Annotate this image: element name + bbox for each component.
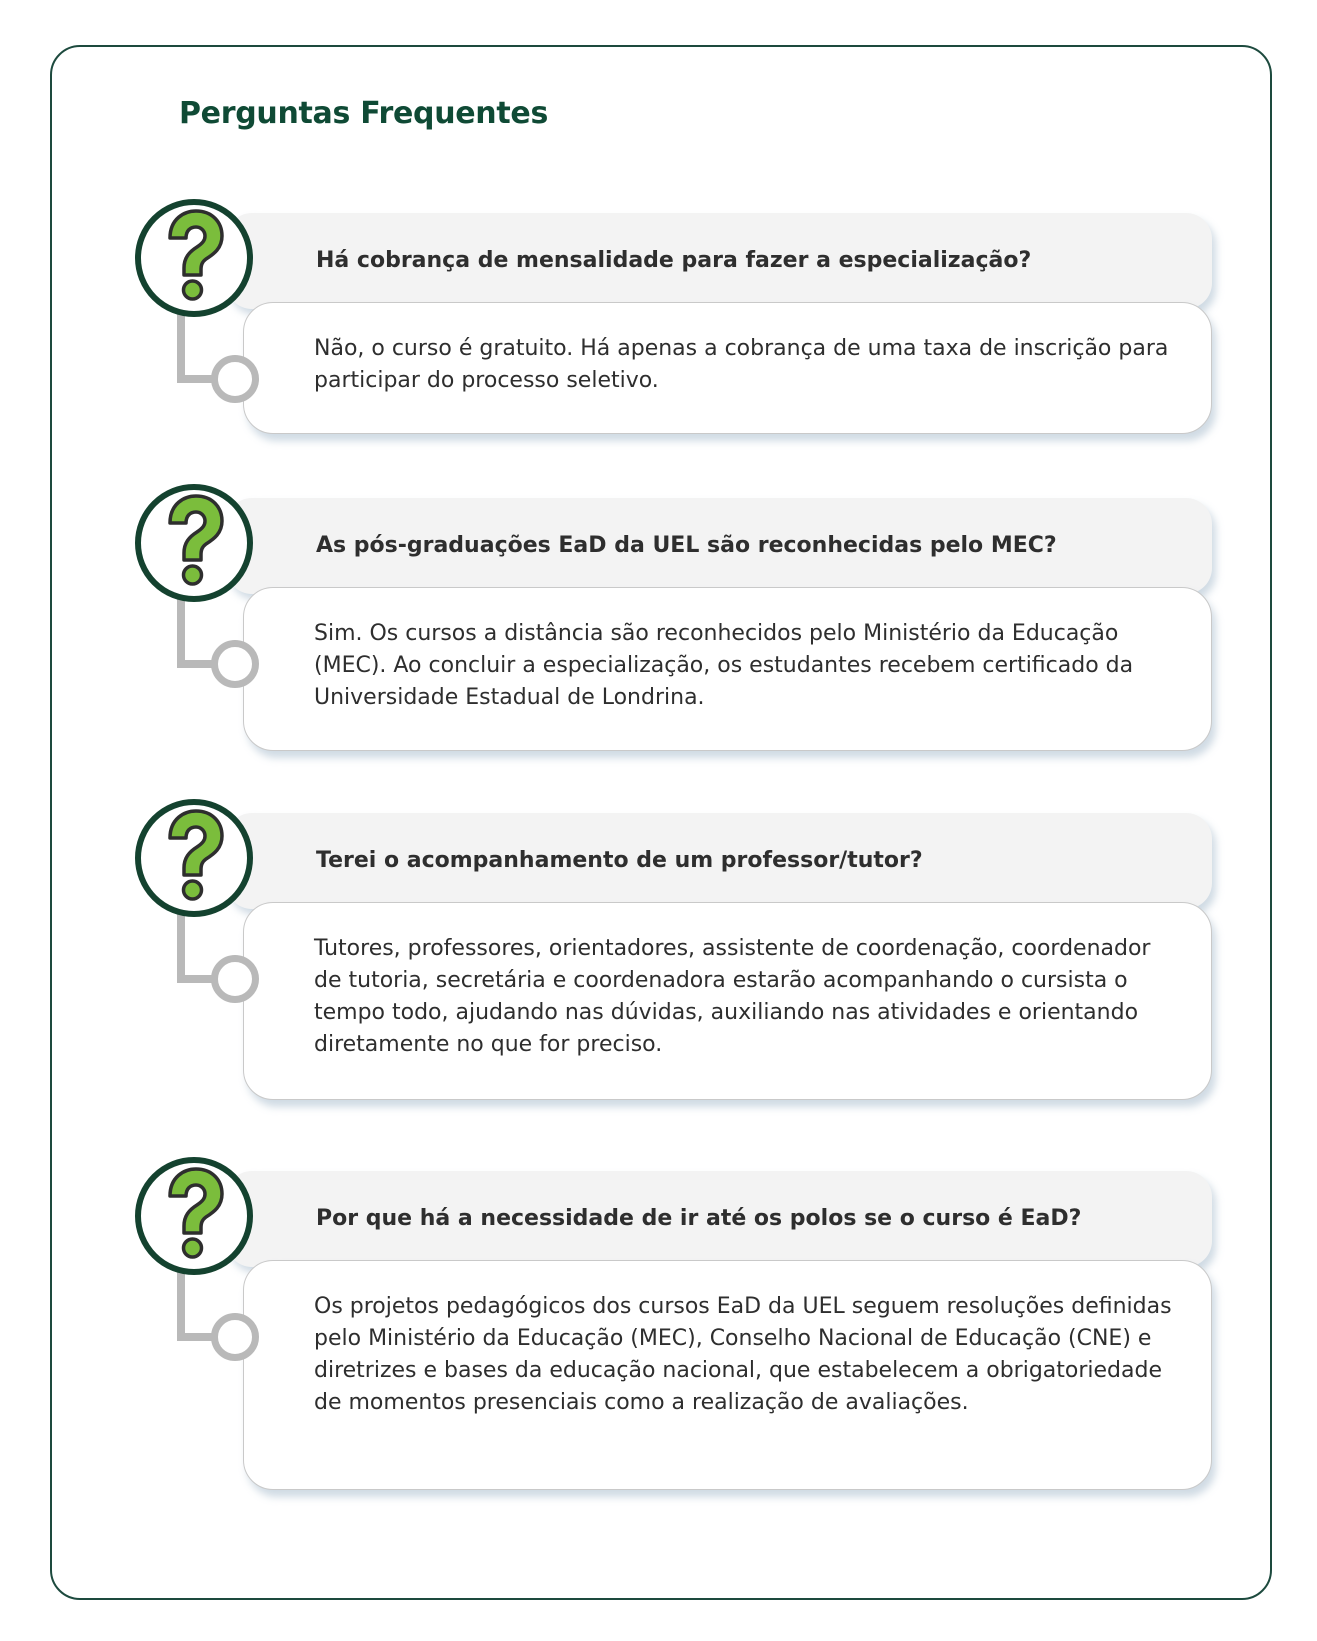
answer-card xyxy=(243,587,1212,751)
question-card[interactable] xyxy=(226,1171,1212,1267)
question-mark-icon xyxy=(134,1156,254,1276)
question-text: Por que há a necessidade de ir até os polos se o curso é EaD? xyxy=(316,1206,1082,1231)
connector-line xyxy=(177,1268,185,1341)
answer-text: Sim. Os cursos a distância são reconhecidos pelo Ministério da Educação (MEC). Ao concluir a especialização, os estudantes recebem certificado da Universidade Estadual de Londrina. xyxy=(314,621,1134,710)
answer-text: Não, o curso é gratuito. Há apenas a cobrança de uma taxa de inscrição para participar do processo seletivo. xyxy=(314,336,1169,393)
page-title: Perguntas Frequentes xyxy=(179,96,549,131)
connector-line xyxy=(177,310,185,383)
question-card[interactable] xyxy=(226,213,1212,309)
answer-card xyxy=(243,1260,1212,1490)
connector-dot xyxy=(211,355,259,403)
connector-dot xyxy=(211,640,259,688)
question-card[interactable] xyxy=(226,498,1212,594)
connector-line xyxy=(177,595,185,668)
connector-dot xyxy=(211,955,259,1003)
answer-card xyxy=(243,902,1212,1100)
answer-card xyxy=(243,302,1212,434)
question-mark-icon xyxy=(134,483,254,603)
question-mark-icon xyxy=(134,198,254,318)
answer-text: Os projetos pedagógicos dos cursos EaD da UEL seguem resoluções definidas pelo Ministério da Educação (MEC), Conselho Nacional de Educação (CNE) e diretrizes e bases da educação nacional, que estabelecem a obrigatoriedade de momentos presenciais como a realização de avaliações. xyxy=(314,1294,1172,1415)
question-card[interactable] xyxy=(226,813,1212,909)
question-text: Há cobrança de mensalidade para fazer a especialização? xyxy=(316,248,1032,273)
question-text: As pós-graduações EaD da UEL são reconhecidas pelo MEC? xyxy=(316,533,1057,558)
connector-line xyxy=(177,910,185,983)
answer-text: Tutores, professores, orientadores, assistente de coordenação, coordenador de tutoria, secretária e coordenadora estarão acompanhando o cursista o tempo todo, ajudando nas dúvidas, auxiliando nas atividades e orientando diretamente no que for preciso. xyxy=(314,936,1151,1057)
question-text: Terei o acompanhamento de um professor/tutor? xyxy=(316,848,923,873)
question-mark-icon xyxy=(134,798,254,918)
connector-dot xyxy=(211,1313,259,1361)
